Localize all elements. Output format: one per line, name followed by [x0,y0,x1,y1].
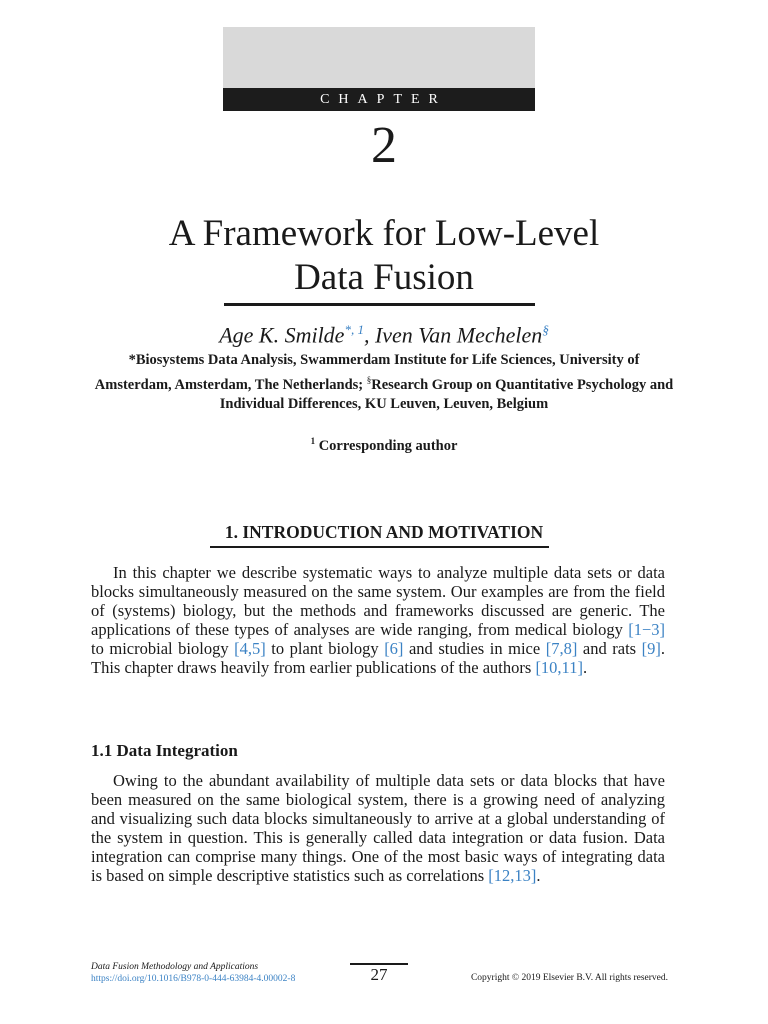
intro-text-7: . [582,658,588,677]
title-rule [224,303,535,306]
author-1: Age K. Smilde [219,322,345,348]
intro-text-4: and studies in mice [403,639,546,658]
author-1-marks[interactable]: *, 1 [344,322,364,337]
footer-source [91,961,295,985]
intro-text-2: to microbial biology [91,639,235,658]
intro-text-3: to plant biology [265,639,385,658]
page-number: 27 [370,965,388,984]
intro-text-5: and rats [577,639,642,658]
chapter-title [0,212,768,300]
corresponding-text: Corresponding author [318,437,458,454]
citation-link[interactable]: [9] [641,639,661,658]
citation-link[interactable]: [10,11] [535,658,583,677]
citation-link[interactable]: [7,8] [545,639,578,658]
copyright-notice: Copyright © 2019 Elsevier B.V. All rights reserved. [470,973,668,983]
author-line [0,315,768,350]
corresponding-author [0,431,768,456]
citation-link[interactable]: [4,5] [234,639,266,658]
doi-link[interactable]: https://doi.org/10.1016/B978-0-444-63984-4.00002-8 [91,974,296,984]
chapter-label: CHAPTER [320,92,447,107]
affiliation-2: Research Group on Quantitative Psychology and Individual Differences, KU Leuven, Leuven, Belgium [219,376,674,413]
author-separator: , [363,322,375,348]
section-heading: 1. INTRODUCTION AND MOTIVATION [224,522,544,542]
data-integration-paragraph [91,771,665,885]
chapter-header-band [223,27,535,88]
chapter-number: 2 [371,117,397,174]
section-rule [210,546,549,548]
integration-text-2: . [536,866,541,885]
subsection-heading: 1.1 Data Integration [91,741,238,760]
intro-text-6: . This chapter draws heavily from earlier publications of the authors [91,639,666,677]
citation-link[interactable]: [12,13] [488,866,537,885]
author-2-mark[interactable]: § [542,322,549,337]
affiliations [90,351,678,415]
affiliation-1: Biosystems Data Analysis, Swammerdam Institute for Life Sciences, University of Amsterdam, Amsterdam, The Netherlands; [94,352,640,393]
book-title: Data Fusion Methodology and Applications [91,962,259,972]
intro-text-1: In this chapter we describe systematic ways to analyze multiple data sets or data blocks simultaneously measured on the same system. Our examples are from the field of (systems) biology, but the methods and frameworks discussed are generic. The applications of these types of analyses are wide ranging, from medical biology [91,563,665,639]
corresponding-mark: 1 [310,436,316,446]
chapter-header [223,27,535,111]
affiliation-mark-1: * [128,352,136,368]
integration-text-1: Owing to the abundant availability of multiple data sets or data blocks that have been measured on the same biological system, there is a growing need of analyzing and visualizing such data blocks simultaneously to arrive at a global understanding of the system in question. This is generally called data integration or data fusion. Data integration can comprise many things. One of the most basic ways of integrating data is based on simple descriptive statistics such as correlations [91,771,665,885]
intro-paragraph [91,563,665,677]
author-2: Iven Van Mechelen [374,322,543,348]
citation-link[interactable]: [1−3] [628,620,665,639]
citation-link[interactable]: [6] [384,639,404,658]
chapter-title-line1: A Framework for Low-Level [168,213,600,254]
chapter-title-line2: Data Fusion [294,257,474,298]
affiliation-mark-2: § [366,374,372,385]
